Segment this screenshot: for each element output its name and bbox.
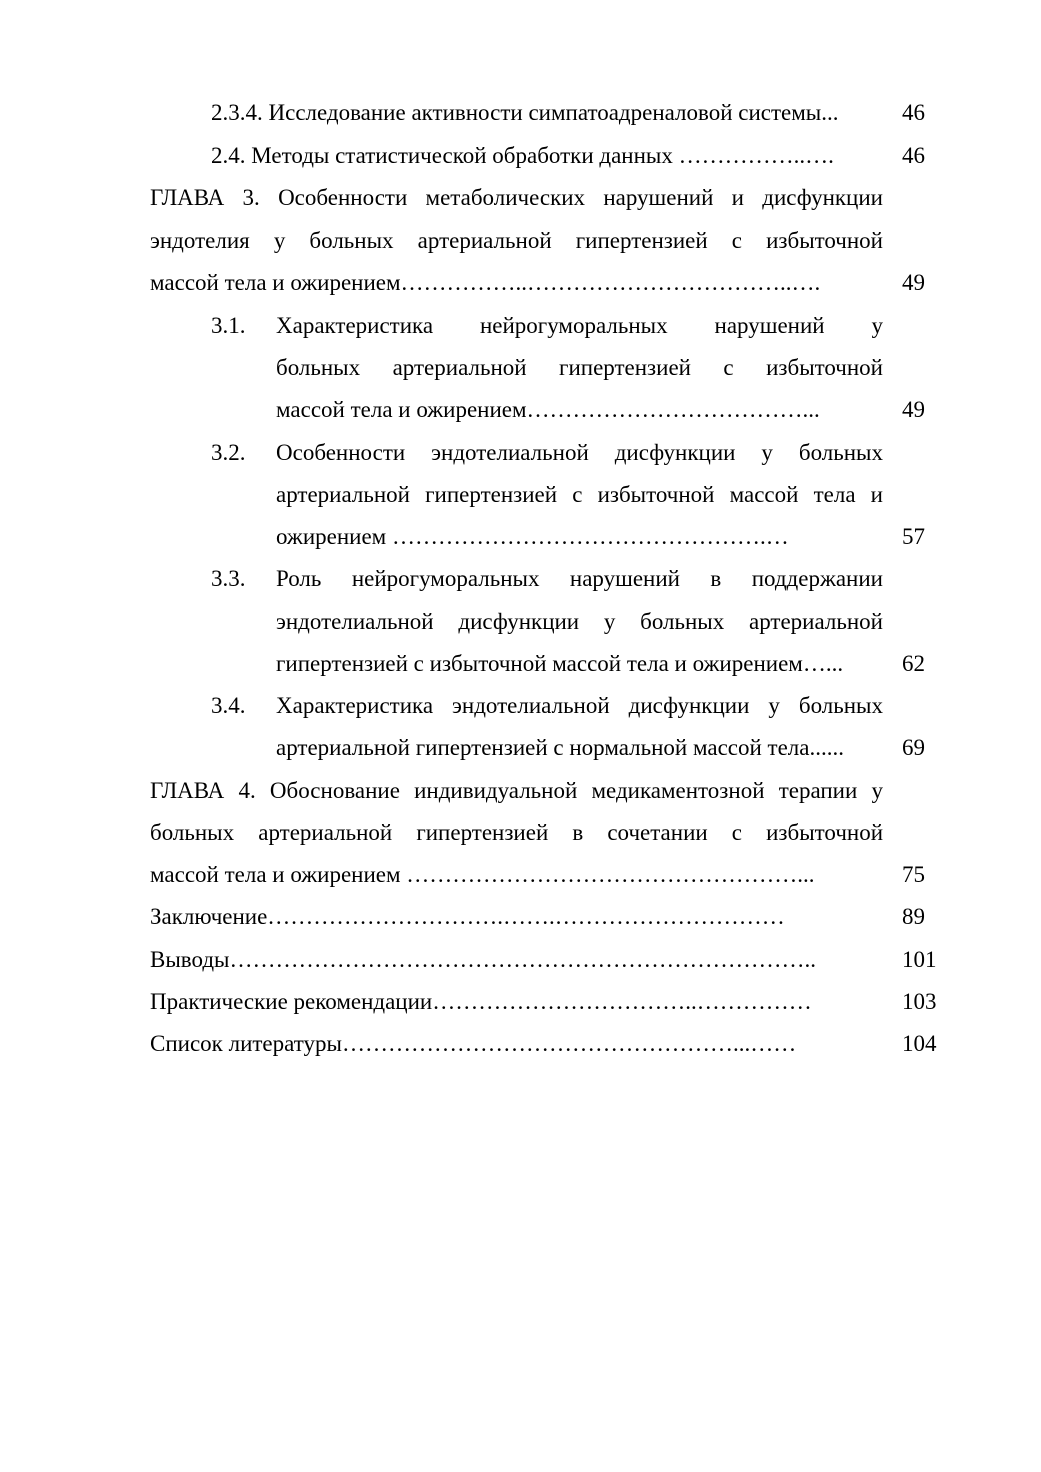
toc-chapter-4-line-2[interactable]: больных артериальной гипертензией в сочетании с избыточной xyxy=(150,820,883,845)
toc-conclusion-page: 89 xyxy=(902,904,925,929)
toc-entry-2-3-4-page: 46 xyxy=(902,100,925,125)
toc-chapter-4-page: 75 xyxy=(902,862,925,887)
toc-section-3-4-number: 3.4. xyxy=(211,693,246,718)
toc-recommendations-page: 103 xyxy=(902,989,937,1014)
toc-section-3-1-number: 3.1. xyxy=(211,313,246,338)
toc-section-3-4-page: 69 xyxy=(902,735,925,760)
toc-conclusion-title[interactable]: Заключение………………………….…….………………………… xyxy=(150,904,785,929)
toc-section-3-3-page: 62 xyxy=(902,651,925,676)
toc-section-3-3-line-1[interactable]: Роль нейрогуморальных нарушений в поддержании xyxy=(276,566,883,591)
toc-section-3-2-line-2[interactable]: артериальной гипертензией с избыточной массой тела и xyxy=(276,482,883,507)
toc-section-3-1-page: 49 xyxy=(902,397,925,422)
toc-entry-2-3-4-title[interactable]: 2.3.4. Исследование активности симпатоадреналовой системы... xyxy=(211,100,839,125)
toc-section-3-1-line-2[interactable]: больных артериальной гипертензией с избыточной xyxy=(276,355,883,380)
toc-chapter-3-line-1[interactable]: ГЛАВА 3. Особенности метаболических нарушений и дисфункции xyxy=(150,185,883,210)
toc-section-3-1-line-3[interactable]: массой тела и ожирением………………………………... xyxy=(276,397,820,422)
toc-section-3-3-line-2[interactable]: эндотелиальной дисфункции у больных артериальной xyxy=(276,609,883,634)
toc-findings-title[interactable]: Выводы………………………………………………………………….. xyxy=(150,947,816,972)
toc-chapter-4-line-1[interactable]: ГЛАВА 4. Обоснование индивидуальной медикаментозной терапии у xyxy=(150,778,883,803)
toc-chapter-3-page: 49 xyxy=(902,270,925,295)
toc-findings-page: 101 xyxy=(902,947,937,972)
toc-section-3-2-page: 57 xyxy=(902,524,925,549)
toc-entry-2-4-page: 46 xyxy=(902,143,925,168)
toc-references-title[interactable]: Список литературы……………………………………………...…… xyxy=(150,1031,797,1056)
toc-section-3-3-line-3[interactable]: гипертензией с избыточной массой тела и ожирением…... xyxy=(276,651,844,676)
toc-chapter-4-line-3[interactable]: массой тела и ожирением ……………………………………………... xyxy=(150,862,815,887)
toc-section-3-2-line-3[interactable]: ожирением ………………………………………….… xyxy=(276,524,789,549)
toc-references-page: 104 xyxy=(902,1031,937,1056)
toc-entry-2-4-title[interactable]: 2.4. Методы статистической обработки данных ……………..…. xyxy=(211,143,834,168)
toc-section-3-2-line-1[interactable]: Особенности эндотелиальной дисфункции у больных xyxy=(276,440,883,465)
toc-chapter-3-line-2[interactable]: эндотелия у больных артериальной гипертензией с избыточной xyxy=(150,228,883,253)
toc-section-3-4-line-1[interactable]: Характеристика эндотелиальной дисфункции у больных xyxy=(276,693,883,718)
toc-section-3-2-number: 3.2. xyxy=(211,440,246,465)
toc-recommendations-title[interactable]: Практические рекомендации……………………………..…………… xyxy=(150,989,812,1014)
toc-section-3-4-line-2[interactable]: артериальной гипертензией с нормальной массой тела...... xyxy=(276,735,844,760)
toc-section-3-1-line-1[interactable]: Характеристика нейрогуморальных нарушений у xyxy=(276,313,883,338)
toc-chapter-3-line-3[interactable]: массой тела и ожирением……………..……………………………..…. xyxy=(150,270,821,295)
toc-section-3-3-number: 3.3. xyxy=(211,566,246,591)
